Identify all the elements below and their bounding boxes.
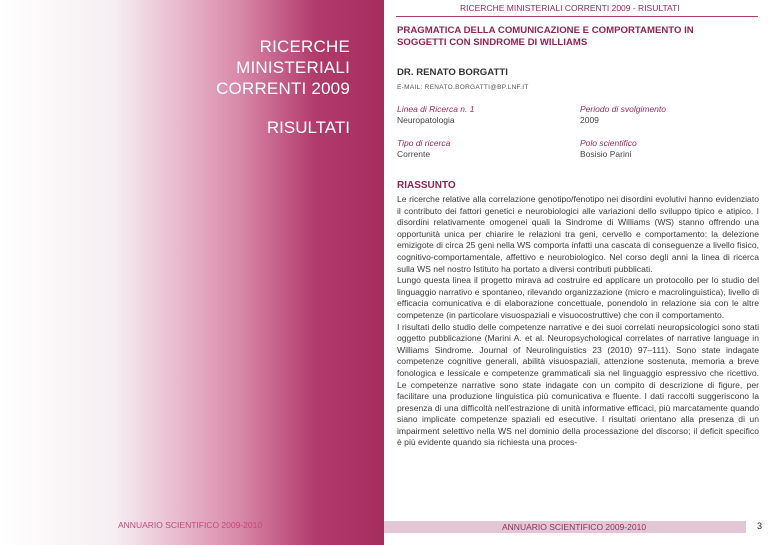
right-page [384,0,768,545]
summary-heading: RIASSUNTO [397,180,456,191]
research-type-value: Corrente [397,149,431,159]
period-label: Periodo di svolgimento [580,104,666,114]
section-title [216,36,350,99]
summary-paragraph-2: Lungo questa linea il progetto mirava ad costruire ed applicare un protocollo per lo studio del linguaggio narrativo e spontaneo, rilevando organizzazione (micro e macrolinguistica), livello di efficacia comunicativa e di elaborazione concettuale, ponendolo in relazione sia con le altre competenze (in particolare visuospaziali e visuocostruttive) che con il comportamento. [397,275,759,320]
page-number: 3 [757,521,763,531]
section-title-line-1: RICERCHE [259,37,350,56]
period-value: 2009 [580,115,599,125]
research-line-value: Neuropatologia [397,115,455,125]
summary-paragraph-3: I risultati dello studio delle competenze narrative e dei suoi correlati neuropsicologici sono stati oggetto pubblicazione (Marini A. et al. Neuropsychological correlates of narrative language in Williams Sindrome. Journal of Neurolinguistics 23 (2010) 97–111). Sono state indagate competenze cognitive generali, abilità visuospaziali, attenzione sostenuta, memoria a breve fonologica e lessicale e competenze grammaticali sia nel linguaggio espressivo che ricettivo. Le competenze narrative sono state indagate con un compito di descrizione di figure, per facilitare una produzione linguistica più comunicativa e fluente. I dati raccolti suggeriscono la presenza di una difficoltà nell’estrazione di unità informative efficaci, più marcatamente quando siano implicate competenze spaziali ed esecutive. I risultati orientano alla presenza di un impairment selettivo nella WS nel dominio della processazione del discorso; il deficit specifico è più evidente quando sia richiesta una proces- [397,321,759,448]
right-page-footer: ANNUARIO SCIENTIFICO 2009-2010 [502,522,647,532]
footer-bar [384,521,746,533]
left-page-footer: ANNUARIO SCIENTIFICO 2009-2010 [118,520,263,530]
scientific-pole-label: Polo scientifico [580,138,637,148]
article-title [397,25,747,49]
author-name: DR. RENATO BORGATTI [397,67,508,78]
article-title-line-1: PRAGMATICA DELLA COMUNICAZIONE E COMPORTAMENTO IN [397,25,694,36]
article-title-line-2: SOGGETTI CON SINDROME DI WILLIAMS [397,37,588,48]
header-divider [396,16,758,17]
scientific-pole-value: Bosisio Parini [580,149,632,159]
summary-body [397,194,759,520]
section-subtitle: RISULTATI [266,118,350,137]
section-title-line-3: CORRENTI 2009 [216,79,350,98]
author-email: E-MAIL: RENATO.BORGATTI@BP.LNF.IT [397,84,529,91]
running-header: RICERCHE MINISTERIALI CORRENTI 2009 - RISULTATI [460,3,680,13]
research-line-label: Linea di Ricerca n. 1 [397,104,475,114]
research-type-label: Tipo di ricerca [397,138,451,148]
summary-paragraph-1: Le ricerche relative alla correlazione genotipo/fenotipo nei disordini evolutivi hanno evidenziato il contributo dei fattori genetici e neurobiologici alle variazioni dello sviluppo tipico e atipico. I disordini relativamente omogenei quali la Sindrome di Williams (WS) stanno offrendo una opportunità unica per chiarire le relazioni tra geni, cervello e comportamento: la delezione emizigote di circa 25 geni nella WS comporta infatti una cascata di conseguenze a livello fisico, cognitivo-comportamentale, affettivo e neurobiologico. Nel corso degli anni la linea di ricerca sulla WS nel nostro Istituto ha portato a diversi contributi pubblicati. [397,194,759,274]
section-title-line-2: MINISTERIALI [236,58,350,77]
